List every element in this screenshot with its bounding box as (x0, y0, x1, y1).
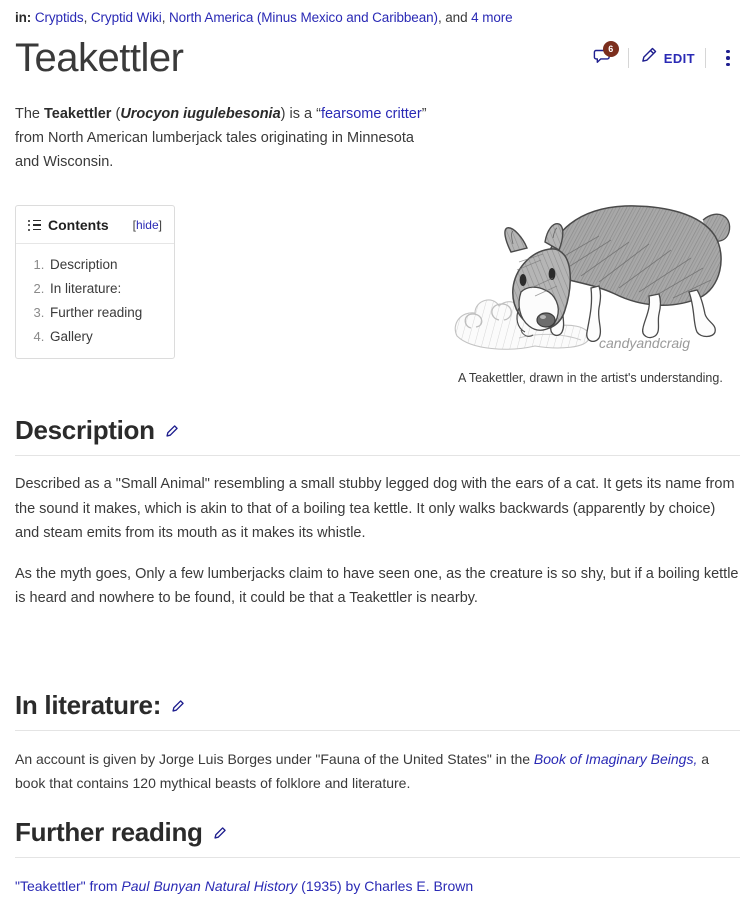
section-further-reading-header (15, 817, 740, 858)
category-sep-0: , (83, 10, 91, 25)
page-title: Teakettler (15, 36, 184, 80)
article-figure (449, 196, 739, 386)
edit-button[interactable] (639, 46, 695, 70)
comment-count-badge: 6 (603, 41, 619, 57)
further-reading-link[interactable] (15, 878, 473, 894)
section-literature-title: In literature: (15, 690, 162, 720)
fearsome-critter-link[interactable]: fearsome critter (320, 106, 422, 122)
literature-text-before: An account is given by Jorge Luis Borges under "Fauna of the United States" in the (15, 751, 534, 767)
ear-right (545, 224, 563, 250)
section-further-reading-edit-pencil-icon[interactable] (212, 826, 227, 841)
section-further-reading-title: Further reading (15, 817, 203, 847)
book-of-imaginary-beings-link[interactable] (534, 751, 697, 767)
pencil-icon (639, 46, 658, 70)
category-sep-2: , (437, 10, 446, 25)
teakettler-sketch-image[interactable] (449, 196, 739, 364)
entry-italic-title: Paul Bunyan Natural History (121, 878, 298, 894)
toc-link-further-reading[interactable]: Further reading (50, 305, 143, 320)
intro-scientific-name: Urocyon iugulebesonia (120, 106, 281, 122)
toc-link-gallery[interactable]: Gallery (50, 329, 93, 344)
artist-signature: candyandcraig (599, 335, 691, 351)
list-icon (28, 220, 41, 231)
contents-title: Contents (48, 217, 109, 233)
literature-paragraph (15, 747, 740, 795)
edit-button-label: EDIT (663, 50, 695, 66)
category-link-cryptids[interactable]: Cryptids (34, 10, 84, 25)
ear-left (505, 228, 527, 252)
toc-item-gallery[interactable] (48, 329, 162, 344)
intro-quote-open: “ (316, 106, 321, 122)
intro-paren-close: ) is a (280, 106, 317, 122)
section-further-reading (15, 815, 740, 911)
comments-button[interactable] (588, 43, 618, 73)
title-row (15, 34, 740, 92)
action-divider-1 (628, 48, 629, 68)
category-more-link[interactable]: 4 more (471, 10, 513, 25)
contents-header (16, 206, 174, 244)
intro-text-2: from North American lumberjack tales originating in Minnesota and Wisconsin. (15, 130, 414, 170)
intro-text-1: The (15, 106, 45, 122)
contents-hide-toggle (133, 218, 162, 232)
kebab-dot-2 (726, 56, 730, 60)
description-paragraph-1: Described as a "Small Animal" resembling a small stubby legged dog with the ears of a cat. It gets its name from the sound it makes, which is akin to that of a boiling tea kettle. It only walks backwards (apparently by choice) and steam emits from its mouth as it makes its whistle. (15, 476, 735, 541)
section-literature (15, 688, 740, 795)
section-description-header (15, 415, 740, 456)
front-leg-near (587, 286, 601, 341)
category-link-cryptid-wiki[interactable]: Cryptid Wiki (90, 10, 162, 25)
section-description (15, 413, 740, 611)
action-divider-2 (705, 48, 706, 68)
section-literature-edit-pencil-icon[interactable] (170, 699, 185, 714)
description-paragraph-2: As the myth goes, Only a few lumberjacks claim to have seen one, as the creature is so shy, but if a boiling kettle is heard and nowhere to be found, it could be that a Teakettler is nearby. (15, 565, 739, 606)
category-prefix: in: (15, 10, 32, 25)
toc-link-literature[interactable]: In literature: (50, 281, 122, 296)
category-sep-1: , (161, 10, 170, 25)
section-description-title: Description (15, 415, 155, 445)
nose (537, 313, 555, 327)
bracket-close: ] (158, 218, 162, 232)
kebab-dot-1 (726, 50, 730, 54)
further-reading-entry (15, 875, 740, 897)
contents-box (15, 205, 175, 359)
contents-list (16, 244, 174, 358)
bracket-open: [ (132, 218, 136, 232)
intro-paren-open: ( (111, 106, 121, 122)
entry-quote-part: "Teakettler" from (15, 878, 122, 894)
category-link-north-america[interactable]: North America (Minus Mexico and Caribbean) (169, 10, 438, 25)
toc-item-description[interactable] (48, 257, 162, 272)
hide-link[interactable]: hide (135, 218, 159, 232)
section-literature-header (15, 690, 740, 731)
intro-quote-close: ” (421, 106, 427, 122)
toc-item-further-reading[interactable] (48, 305, 162, 320)
literature-text-after: a book that contains 120 mythical beasts of folklore and literature. (15, 751, 710, 791)
figure-caption: A Teakettler, drawn in the artist's understanding. (458, 371, 723, 385)
book-title-italic: Book of Imaginary Beings, (533, 751, 698, 767)
kebab-dot-3 (726, 63, 730, 67)
category-and-text: and (445, 10, 468, 25)
section-description-edit-pencil-icon[interactable] (164, 424, 179, 439)
category-breadcrumb (15, 0, 740, 26)
intro-bold-name: Teakettler (44, 106, 112, 122)
intro-paragraph (15, 102, 435, 174)
eye-left (520, 274, 527, 286)
article-actions (588, 42, 740, 74)
kebab-menu-icon[interactable] (716, 45, 740, 71)
toc-link-description[interactable]: Description (50, 257, 118, 272)
entry-rest-part: (1935) by Charles E. Brown (297, 878, 474, 894)
toc-item-literature[interactable] (48, 281, 162, 296)
